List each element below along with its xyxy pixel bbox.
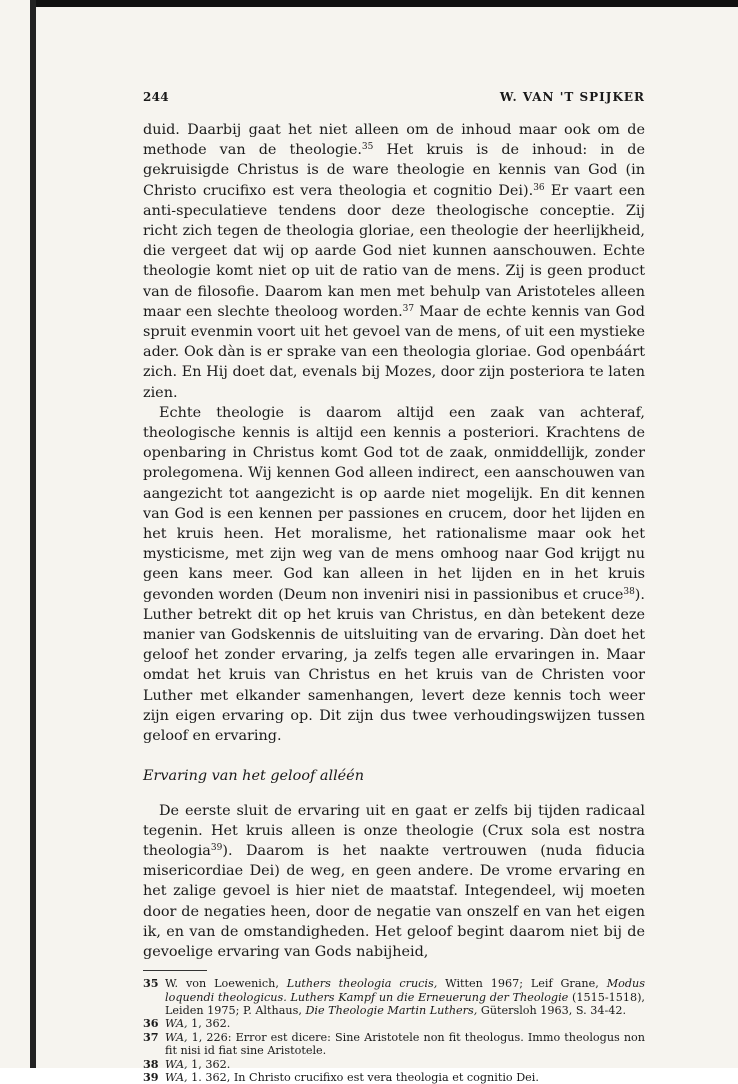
scan-edge-left [30, 0, 36, 1068]
footnote-39 [143, 1071, 645, 1084]
paragraph-1: duid. Daarbij gaat het niet alleen om de inhoud maar ook om de methode van de theologie.$^{35}$ Het kruis is de inhoud: in de gekruisigde Christus is de ware theologie en kennis van God (in Christo crucifixo est vera theologia et cognitio Dei).$^{36}$ Er vaart een anti-speculatieve tendens door deze theologische conceptie. Zij richt zich tegen de theologia gloriae, een theologie der heerlijkheid, die vergeet dat wij op aarde God niet kunnen aanschouwen. Echte theologie komt niet op uit de ratio van de mens. Zij is geen product van de filosofie. Daarom kan men met behulp van Aristoteles alleen maar een slechte theoloog worden.$^{37}$ Maar de echte kennis van God spruit evenmin voort uit het gevoel van de mens, of uit een mystieke ader. Ook dàn is er sprake van een theologia gloriae. God openbáárt zich. En Hij doet dat, evenals bij Mozes, door zijn posteriora te laten zien. [143, 122, 646, 401]
footnote-text: W. von Loewenich, Luthers theologia crucis, Witten 1967; Leif Grane, Modus loquendi theologicus. Luthers Kampf un die Erneuerung der Theologie (1515-1518), Leiden 1975; P. Althaus, Die Theologie Martin Luthers, Gütersloh 1963, S. 34-42. [165, 977, 645, 1017]
footnote-number: 38 [143, 1056, 159, 1071]
footnote-ref-37[interactable]: 37 [402, 303, 415, 314]
running-head: W. VAN 'T SPIJKER [499, 90, 645, 104]
scan-edge-top [30, 0, 738, 7]
footnote-ref-38[interactable]: 38 [623, 586, 635, 597]
footnote-text: WA, 1, 362. [165, 1017, 231, 1031]
footnote-37 [143, 1031, 645, 1058]
paragraph-3: De eerste sluit de ervaring uit en gaat er zelfs bij tijden radicaal tegenin. Het kruis alleen is onze theologie (Crux sola est nostra theologia$^{39}$). Daarom is het naakte vertrouwen (nuda fiducia misericordiae Dei) de weg, en geen andere. De vrome ervaring en het zalige gevoel is hier niet de maatstaf. Integendeel, wij moeten door de negaties heen, door de negatie van onszelf en van het eigen ik, en van de omstandigheden. Het geloof begint daarom niet bij de gevoelige ervaring van Gods nabijheid, [143, 802, 645, 960]
footnote-38 [143, 1058, 645, 1071]
footnote-number: 36 [143, 1016, 159, 1031]
footnote-divider [143, 970, 207, 971]
footnote-number: 39 [143, 1069, 159, 1084]
body-text [143, 120, 645, 1084]
footnote-ref-35[interactable]: 35 [361, 142, 374, 153]
footnote-ref-39[interactable]: 39 [210, 842, 223, 853]
footnote-text: WA, 1. 362, In Christo crucifixo est vera theologia et cognitio Dei. [165, 1070, 539, 1084]
footnote-36 [143, 1017, 645, 1030]
footnote-35 [143, 977, 645, 1017]
paragraph-2: Echte theologie is daarom altijd een zaak van achteraf, theologische kennis is altijd een kennis a posteriori. Krachtens de openbaring in Christus komt God tot de zaak, onmiddellijk, zonder prolegomena. Wij kennen God alleen indirect, een aanschouwen van aangezicht tot aangezicht is op aarde niet mogelijk. En dit kennen van God is een kennen per passiones en crucem, door het lijden en het kruis heen. Het moralisme, het rationalisme maar ook het mysticisme, met zijn weg van de mens omhoog naar God krijgt nu geen kans meer. God kan alleen in het lijden en in het kruis gevonden worden (Deum non inveniri nisi in passionibus et cruce$^{38}$). Luther betrekt dit op het kruis van Christus, en dàn betekent deze manier van Godskennis de uitsluiting van de ervaring. Dàn doet het geloof het zonder ervaring, ja zelfs tegen alle ervaringen in. Maar omdat het kruis van Christus en het kruis van de Christen voor Luther met elkander samenhangen, levert deze kennis toch weer zijn eigen ervaring op. Dit zijn dus twee verhoudingswijzen tussen geloof en ervaring. [143, 404, 645, 745]
footnote-number: 37 [143, 1029, 159, 1044]
footnote-ref-36[interactable]: 36 [533, 182, 545, 193]
page-header [143, 90, 645, 108]
footnote-number: 35 [143, 976, 159, 991]
page-number: 244 [143, 90, 169, 104]
footnote-text: WA, 1, 362. [165, 1057, 231, 1071]
footnote-text: WA, 1, 226: Error est dicere: Sine Aristotele non fit theologus. Immo theologus non fit nisi id fiat sine Aristotele. [165, 1030, 645, 1058]
section-heading: Ervaring van het geloof alléén [143, 768, 364, 785]
